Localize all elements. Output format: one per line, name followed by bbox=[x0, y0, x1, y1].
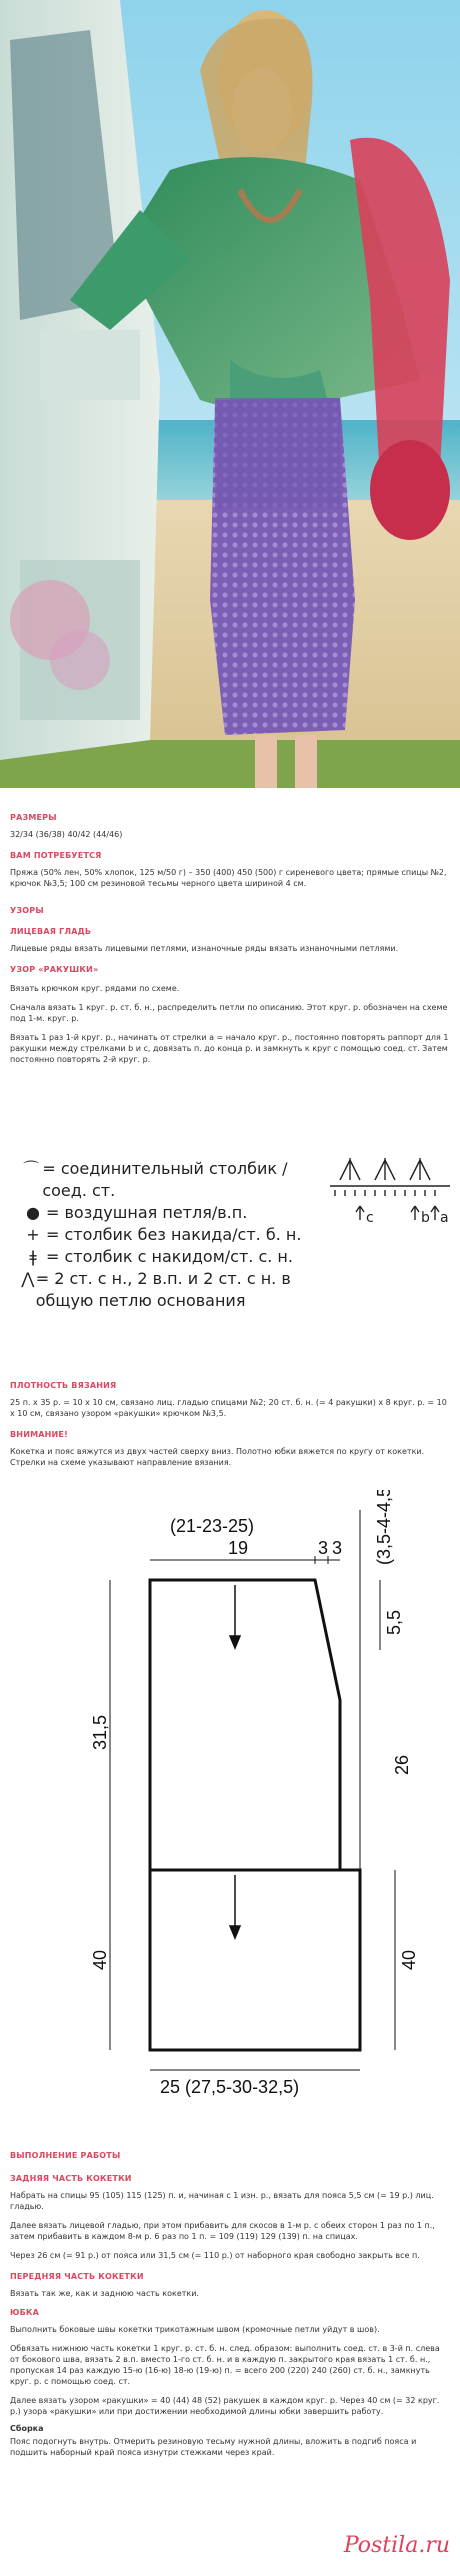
shell-icon: ⋀ bbox=[21, 1269, 35, 1288]
dim-right-mid: 26 bbox=[392, 1754, 412, 1775]
dim-left-big: 31,5 bbox=[90, 1714, 110, 1750]
work-section bbox=[10, 2150, 450, 2458]
symbol-legend bbox=[20, 1158, 320, 1312]
sizes-heading: РАЗМЕРЫ bbox=[10, 813, 57, 822]
chart-label-c: c bbox=[366, 1210, 374, 1226]
legend-label: = воздушная петля/в.п. bbox=[46, 1203, 248, 1222]
chart-label-a: a bbox=[440, 1210, 449, 1226]
assembly-text: Пояс подогнуть внутрь. Отмерить резиновую тесьму нужной длины, вложить в подгиб пояса и подшить наборный край пояса изнутри стежками через край. bbox=[10, 2437, 417, 2457]
attention-heading: ВНИМАНИЕ! bbox=[10, 1430, 68, 1439]
dim-left-low: 40 bbox=[90, 1949, 110, 1970]
dim-top-small: 3 bbox=[318, 1538, 329, 1558]
dim-right-low: 40 bbox=[399, 1949, 419, 1970]
shell-text-3: Вязать 1 раз 1-й круг. р., начинать от стрелки а = начало круг. р., постоянно повторять раппорт для 1 ракушки между стрелками b и c, довязать п. до конца р. и замкнуть к круг с помощью соед. ст. Затем постоянно повторять 2-й круг. р. bbox=[10, 1033, 449, 1064]
front-text: Вязать так же, как и заднюю часть кокетки. bbox=[10, 2289, 199, 2298]
sizes-text: 32/34 (36/38) 40/42 (44/46) bbox=[10, 830, 123, 839]
legend-label: = столбик с накидом/ст. с. н. bbox=[46, 1247, 293, 1266]
attention-text: Кокетка и пояс вяжутся из двух частей сверху вниз. Полотно юбки вяжется по кругу от кокетки. Стрелки на схеме указывают направление вязания. bbox=[10, 1447, 425, 1467]
assembly-heading: Сборка bbox=[10, 2424, 44, 2433]
skirt-schematic bbox=[0, 1490, 460, 2130]
back-text-1: Набрать на спицы 95 (105) 115 (125) п. и, начиная с 1 изн. р., вязать для пояса 5,5 см (= 19 р.) лиц. гладью. bbox=[10, 2191, 434, 2211]
back-text-2: Далее вязать лицевой гладью, при этом прибавить для скосов в 1-м р. с обеих сторон 1 раз по 1 п., затем прибавить в каждом 8-м р. 6 раз по 1 п. = 109 (119) 129 (139) п. на спицах. bbox=[10, 2221, 435, 2241]
shell-heading: УЗОР «РАКУШКИ» bbox=[10, 965, 99, 974]
shell-text-1: Вязать крючком круг. рядами по схеме. bbox=[10, 984, 180, 993]
legend-row bbox=[20, 1268, 320, 1312]
dim-top-paren: (21-23-25) bbox=[170, 1516, 255, 1536]
stockinette-heading: ЛИЦЕВАЯ ГЛАДЬ bbox=[10, 927, 92, 936]
chart-label-b: b bbox=[421, 1210, 430, 1226]
legend-row bbox=[20, 1246, 320, 1268]
legend-row bbox=[20, 1224, 320, 1246]
chain-icon: ● bbox=[26, 1203, 40, 1222]
materials-heading: ВАМ ПОТРЕБУЕТСЯ bbox=[10, 851, 102, 860]
density-heading: ПЛОТНОСТЬ ВЯЗАНИЯ bbox=[10, 1381, 117, 1390]
stockinette-text: Лицевые ряды вязать лицевыми петлями, изнаночные ряды вязать изнаночными петлями. bbox=[10, 944, 399, 953]
legend-label: = соединительный столбик / соед. ст. bbox=[42, 1159, 288, 1200]
skirt-text-1: Выполнить боковые швы кокетки трикотажным швом (кромочные петли уйдут в шов). bbox=[10, 2325, 380, 2334]
double-crochet-icon: ǂ bbox=[29, 1247, 37, 1266]
work-heading: ВЫПОЛНЕНИЕ РАБОТЫ bbox=[10, 2151, 121, 2160]
materials-text: Пряжа (50% лен, 50% хлопок, 125 м/50 г) – 350 (400) 450 (500) г сиреневого цвета; прямые спицы №2, крючок №3,5; 100 см резиновой тесьмы черного цвета шириной 4 см. bbox=[10, 868, 447, 888]
slip-stitch-icon: ⌒ bbox=[23, 1159, 40, 1178]
dim-top-width: 19 bbox=[228, 1538, 249, 1558]
single-crochet-icon: + bbox=[26, 1225, 40, 1244]
legend-row bbox=[20, 1202, 320, 1224]
density-section bbox=[10, 1380, 450, 1468]
front-heading: ПЕРЕДНЯЯ ЧАСТЬ КОКЕТКИ bbox=[10, 2272, 144, 2281]
legend-label: = 2 ст. с н., 2 в.п. и 2 ст. с н. в общую петлю основания bbox=[35, 1269, 291, 1310]
legend-row bbox=[20, 1158, 320, 1202]
dim-top-small-2: 3 bbox=[332, 1538, 343, 1558]
dim-right-paren: (3,5-4-4,5) bbox=[374, 1490, 394, 1565]
back-heading: ЗАДНЯЯ ЧАСТЬ КОКЕТКИ bbox=[10, 2174, 132, 2183]
back-text-3: Через 26 см (= 91 р.) от пояса или 31,5 см (= 110 р.) от наборного края свободно закрыть все п. bbox=[10, 2251, 420, 2260]
skirt-heading: ЮБКА bbox=[10, 2308, 40, 2317]
skirt-text-2: Обвязать нижнюю часть кокетки 1 круг. р. ст. б. н. след. образом: выполнить соед. ст. в 3-й п. слева от бокового шва, вязать 2 в.п. вместо 1-го ст. б. н. и в каждую п. закрытого края вязать 1 ст. б. н., пропуская 14 раз каждую 15-ю (16-ю) 18-ю (19-ю) п. = всего 200 (220) 240 (260) ст. б. н., замкнуть круг. р. с помощью соед. ст. bbox=[10, 2344, 440, 2386]
dim-bottom: 25 (27,5-30-32,5) bbox=[160, 2077, 300, 2097]
watermark-logo: Postila.ru bbox=[343, 2533, 450, 2558]
hero-photo bbox=[0, 0, 460, 788]
dim-right-small: 5,5 bbox=[384, 1609, 404, 1635]
shell-text-2: Сначала вязать 1 круг. р. ст. б. н., распределить петли по описанию. Этот круг. р. обозначен на схеме под 1-м. круг. р. bbox=[10, 1003, 448, 1023]
density-text: 25 п. x 35 р. = 10 x 10 см, связано лиц. гладью спицами №2; 20 ст. б. н. (= 4 ракушки) x 8 круг. р. = 10 x 10 см, связано узором «ракушки» крючком №3,5. bbox=[10, 1398, 447, 1418]
crochet-chart bbox=[330, 1150, 450, 1230]
legend-label: = столбик без накида/ст. б. н. bbox=[46, 1225, 302, 1244]
patterns-heading: УЗОРЫ bbox=[10, 906, 44, 915]
skirt-text-3: Далее вязать узором «ракушки» = 40 (44) 48 (52) ракушек в каждом круг. р. Через 40 см (= 32 круг. р.) узора «ракушки» или при достижении необходимой длины юбки завершить работу. bbox=[10, 2396, 440, 2416]
sizes-section bbox=[10, 812, 450, 1065]
